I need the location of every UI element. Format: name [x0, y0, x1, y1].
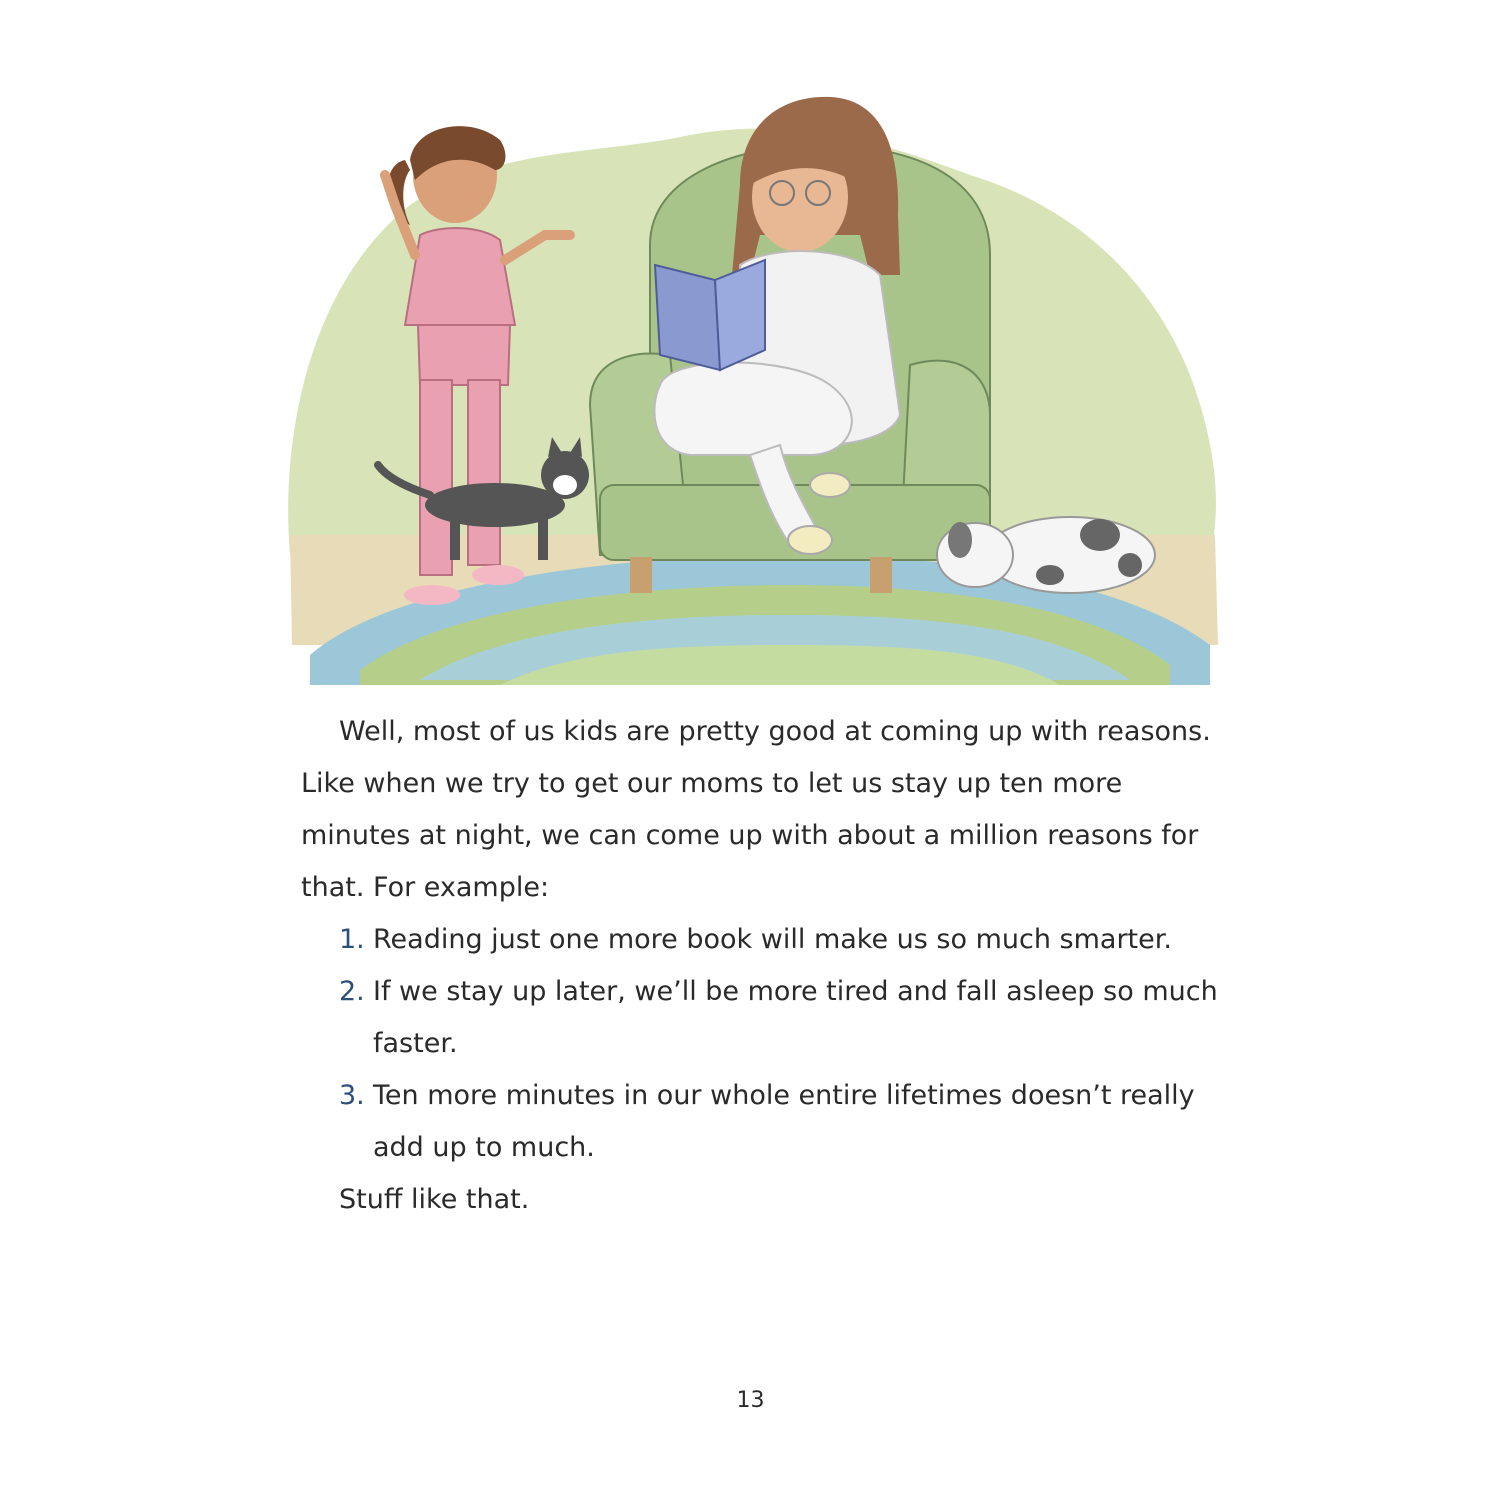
list-item	[301, 914, 1231, 966]
list-text: Reading just one more book will make us so much smarter.	[373, 924, 1172, 955]
body-text	[301, 706, 1231, 1226]
list-text: Ten more minutes in our whole entire lifetimes doesn’t really add up to much.	[373, 1080, 1195, 1163]
list-text: If we stay up later, we’ll be more tired and fall asleep so much faster.	[373, 976, 1218, 1059]
page-number: 13	[736, 1388, 765, 1413]
list-item	[301, 1070, 1231, 1174]
reasons-list	[301, 914, 1231, 1174]
list-number: 1.	[339, 924, 365, 955]
sleeping-dog-icon	[937, 517, 1155, 593]
story-illustration	[270, 85, 1230, 685]
closing-line: Stuff like that.	[339, 1184, 530, 1215]
list-number: 2.	[339, 976, 365, 1007]
main-paragraph: Well, most of us kids are pretty good at coming up with reasons. Like when we try to get our moms to let us stay up ten more minutes at night, we can come up with about a million reasons for that. For example:	[301, 716, 1211, 903]
list-item	[301, 966, 1231, 1070]
list-number: 3.	[339, 1080, 365, 1111]
